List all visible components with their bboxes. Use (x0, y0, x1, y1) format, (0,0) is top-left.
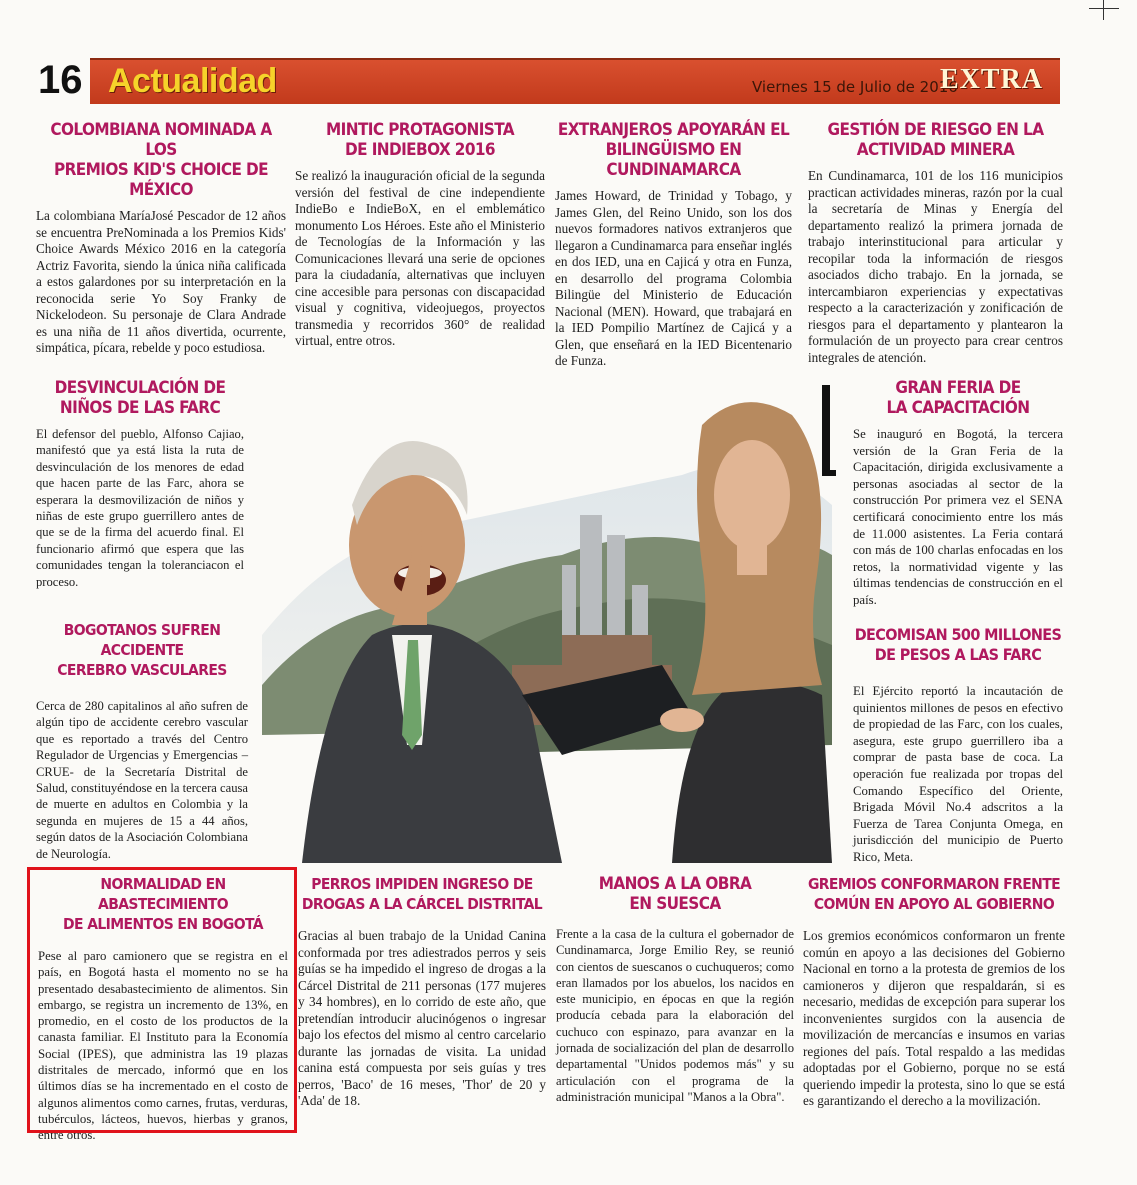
article-perros (298, 874, 546, 1110)
headline: MANOS A LA OBRA EN SUESCA (598, 874, 752, 914)
article-gremios (803, 874, 1065, 1110)
article-body: El defensor del pueblo, Alfonso Cajiao, manifestó que ya está lista la ruta de desvinculación de los menores de edad que hacen parte de las Farc, ahora se esperara la desmovilización de niños y niñas de este grupo guerrillero antes de que se de la firma del acuerdo final. El funcionario afirmó que espera que las comunidades tengan la toleranciacon el proceso. (36, 427, 244, 589)
headline: PERROS IMPIDEN INGRESO DE DROGAS A LA CÁRCEL DISTRITAL (301, 875, 543, 913)
article-kids-choice (36, 120, 286, 357)
issue-date: Viernes 15 de Julio de 2016 (752, 78, 958, 96)
headline: DESVINCULACIÓN DE NIÑOS DE LAS FARC (54, 378, 226, 418)
highlight-frame (27, 867, 297, 1133)
headline: GESTIÓN DE RIESGO EN LA ACTIVIDAD MINERA (827, 120, 1044, 160)
headline: NORMALIDAD EN ABASTECIMIENTO DE ALIMENTOS EN BOGOTÁ (63, 875, 263, 933)
registration-mark (1089, 0, 1119, 20)
article-desvinculacion (36, 378, 244, 590)
article-body: La colombiana MaríaJosé Pescador de 12 años se encuentra PreNominada a los Premios Kids' Choice Awards México 2016 en la categoría Actriz Favorita, siendo la única niña calificada a estos galardones por su interpretación en la reconocida serie Yo Soy Franky de Nickelodeon. Su personaje de Clara Andrade es una niña de 11 años divertida, ocurrente, simpática, pícara, rebelde y poco estudiosa. (36, 208, 286, 355)
newspaper-logo: EXTRA (940, 64, 1044, 95)
article-body: Los gremios económicos conformaron un frente común en apoyo a las decisiones del Gobierno Nacional en torno a la protesta de gremios de los camioneros y dijeron que respaldarán, si es necesario, medidas de excepción para superar los inconvenientes surgidos con la ausencia de movilización de mercancías e insumos en varias regiones del país. Total respaldo a las medidas adoptadas por el Gobierno, porque no se está queriendo impedir la protesta, sino lo que se está es garantizando el derecho a la movilización. (803, 928, 1065, 1108)
article-body: En Cundinamarca, 101 de los 116 municipios practican actividades mineras, razón por la cual la secretaría de Minas y Energía del departamento realizó la primera jornada de trabajo interinstitucional para articular y recopilar toda la información de riesgos asociados dicho trabajo. En la jornada, se intercambiaron experiencias y expectativas respecto a la caracterización y zonificación de riesgos para el departamento y plantearon la formulación de un proyecto para crear centros integrales de atención. (808, 168, 1063, 365)
article-body: El Ejército reportó la incautación de quinientos millones de pesos en efectivo de propiedad de las Farc, con los cuales, asegura, este grupo guerrillero iba a comprar de pasta base de coca. La operación fue realizada por tropas del Comando Específico del Oriente, Brigada Móvil No.4 adscritos a la Fuerza de Tarea Conjunta Omega, en jurisdicción del municipio de Puerto Rico, Meta. (853, 684, 1063, 864)
headline: GRAN FERIA DE LA CAPACITACIÓN (886, 378, 1030, 418)
article-body: James Howard, de Trinidad y Tobago, y James Glen, del Reino Unido, son los dos nuevos formadores nativos extranjeros que llegaron a Cundinamarca para enseñar inglés en dos IED, una en Cajicá y otra en Funza, en desarrollo del programa Colombia Bilingüe del Ministerio de Educación Nacional (MEN). Howard, que trabajará en la IED Pompilio Martínez de Cajicá y a Glen, que enseñará en la IED Bicentenario de Funza. (555, 188, 792, 368)
article-body: Pese al paro camionero que se registra en el país, en Bogotá hasta el momento no se ha presentado desabastecimiento de alimentos. Sin embargo, se registra un incremento de 13%, en promedio, en el costo de los productos de la canasta familiar. El Instituto para la Economía Social (IPES), que administra las 19 plazas distritales de mercado, informó que en los últimos días se ha incrementado en el costo de algunos alimentos como carnes, frutas, verduras, tubérculos, lácteos, huevos, hierbas y granos, entre otros. (38, 949, 288, 1143)
headline: GREMIOS CONFORMARON FRENTE COMÚN EN APOYO AL GOBIERNO (807, 875, 1061, 913)
article-bilinguismo (555, 120, 792, 370)
decorative-rule (822, 385, 830, 475)
headline: MINTIC PROTAGONISTA DE INDIEBOX 2016 (326, 120, 514, 160)
article-gestion-riesgo (808, 120, 1063, 366)
article-body: Cerca de 280 capitalinos al año sufren de algún tipo de accidente cerebro vascular que es reportado a través del Centro Regulador de Urgencias y Emergencias –CRUE- de la Secretaría Distrital de Salud, constituyéndose en la tercera causa de muerte en adultos en Colombia y la segunda en mujeres de 15 a 44 años, según datos de la Asociación Colombiana de Neurología. (36, 699, 248, 861)
article-feria (853, 378, 1063, 609)
page-number: 16 (38, 58, 83, 102)
article-body: Gracias al buen trabajo de la Unidad Canina conformada por tres adiestrados perros y seis guías se ha impedido el ingreso de drogas a la Cárcel Distrital de 211 personas (177 mujeres y 34 hombres), en lo corrido de este año, que pretendían introducir alucinógenos o ingresar bajo los efectos del mismo al centro carcelario durante las jornadas de visita. La unidad canina está compuesta por seis guías y tres perros, 'Baco' de 16 meses, 'Thor' de 20 y 'Ada' de 18. (298, 928, 546, 1108)
article-mintic (295, 120, 545, 350)
news-photo (262, 385, 832, 863)
headline: BOGOTANOS SUFREN ACCIDENTE CEREBRO VASCULARES (57, 621, 227, 679)
article-body: Frente a la casa de la cultura el gobernador de Cundinamarca, Jorge Emilio Rey, se reunió con cientos de suescanos o cuchuqueros; como eran llamados por los abuelos, los nacidos en este municipio, en épocas en que la región producía cebada para la elaboración del cuchuco con espinazo, para avanzar en la jornada de socialización del plan de desarrollo departamental "Unidos podemos más" y su articulación con el programa de la administración municipal "Manos a la Obra". (556, 927, 794, 1104)
decorative-rule-foot (822, 470, 836, 476)
article-suesca (556, 874, 794, 1105)
headline: EXTRANJEROS APOYARÁN EL BILINGÜISMO EN CUNDINAMARCA (557, 120, 790, 180)
headline: DECOMISAN 500 MILLONES DE PESOS A LAS FARC (854, 625, 1062, 664)
article-decomisan (853, 625, 1063, 866)
article-body: Se inauguró en Bogotá, la tercera versión de la Gran Feria de la Capacitación, dirigida exclusivamente a personas asociadas al sector de la construcción Por primera vez el SENA certificará conocimiento entre los más de 11.000 asistentes. La Feria contará con más de 100 charlas enfocadas en los retos, la normatividad vigente y las últimas tendencias de construcción en el país. (853, 427, 1063, 607)
section-title: Actualidad (108, 62, 277, 100)
article-cerebro (36, 620, 248, 862)
photo-illustration (262, 385, 832, 863)
headline: COLOMBIANA NOMINADA A LOS PREMIOS KID'S CHOICE DE MÉXICO (50, 120, 272, 200)
article-body: Se realizó la inauguración oficial de la segunda versión del festival de cine independiente IndieBo e IndieBoX, en el emblemático monumento Los Héroes. Este año el Ministerio de Tecnologías de la Información y las Comunicaciones llevará una serie de opciones para la ciudadanía, alternativas que incluyen cine accesible para personas con discapacidad visual y cognitiva, videojuegos, proyectos transmedia y recorridos 360° de realidad virtual, entre otros. (295, 168, 545, 348)
